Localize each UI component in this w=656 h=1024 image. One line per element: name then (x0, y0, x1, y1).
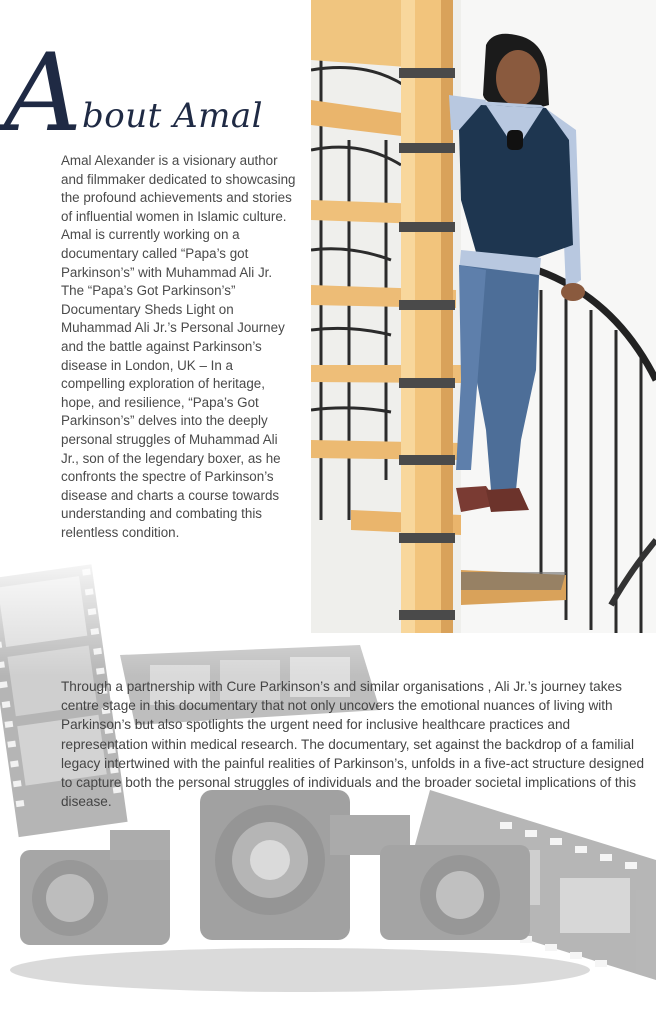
title-rest: bout Amal (82, 96, 264, 136)
body-paragraph: Through a partnership with Cure Parkinson’s and similar organisations , Ali Jr.’s journey takes centre stage in this documentary that not only uncovers the emotional nuances of living with Parkinson’s but also spotlights the urgent need for inclusive healthcare practices and representation within medical research. The documentary, set against the backdrop of a familial legacy intertwined with the painful realities of Parkinson’s, unfolds in a five-act structure designed to capture both the personal struggles of individuals and the broader societal implications of this disease. (61, 679, 645, 810)
staircase-portrait-photo (311, 0, 656, 633)
stair-column (399, 0, 455, 633)
title-initial: A (4, 31, 82, 156)
page-title (4, 31, 304, 156)
intro-paragraph: Amal Alexander is a visionary author and filmmaker dedicated to showcasing the profound achievements and stories of influential women in Islamic culture. Amal is currently working on a documentary called “Papa’s got Parkinson’s” with Muhammad Ali Jr. The “Papa’s Got Parkinson’s” Documentary Sheds Light on Muhammad Ali Jr.’s Personal Journey and the battle against Parkinson’s disease in London, UK – In a compelling exploration of heritage, hope, and resilience, “Papa’s Got Parkinson’s” delves into the deeply personal struggles of Muhammad Ali Jr., son of the legendary boxer, as he confronts the spectre of Parkinson’s disease and charts a course towards understanding and combating this relentless condition. (61, 153, 296, 540)
